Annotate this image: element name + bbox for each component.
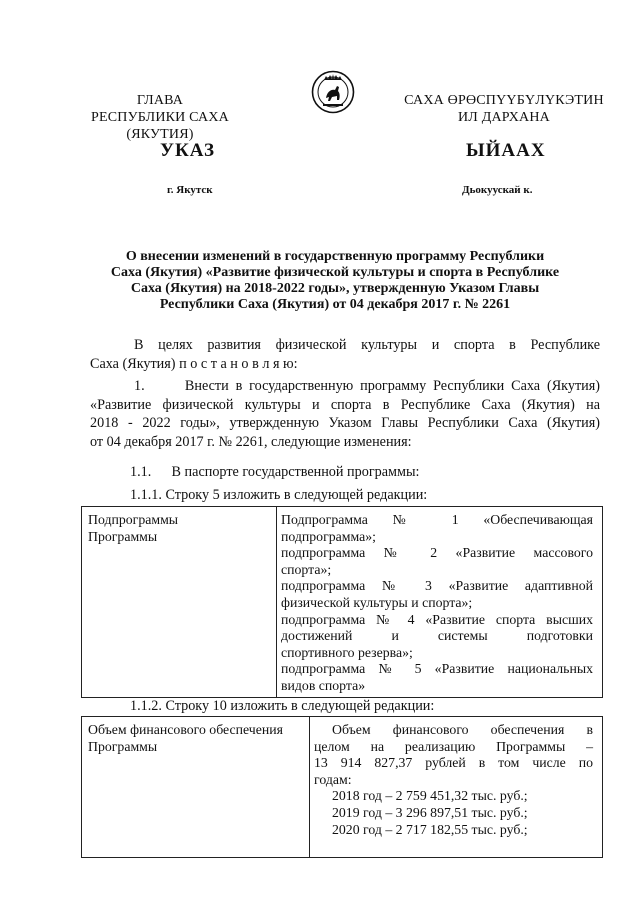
table-subprograms bbox=[81, 506, 603, 698]
subject-line2: Саха (Якутия) «Развитие физической культуры и спорта в Республике bbox=[110, 265, 560, 280]
table2-row: 13 914 827,37 рублей в том числе по bbox=[314, 755, 593, 771]
table1-row: спортивного резерва»; bbox=[281, 644, 413, 660]
clause-1-line2: «Развитие физической культуры и спорта в Республике Саха (Якутия) на bbox=[90, 396, 600, 413]
clause-1-1-text: В паспорте государственной программы: bbox=[171, 464, 420, 480]
header-right-line2: ИЛ ДАРХАНА bbox=[457, 110, 550, 125]
clause-1-1-number: 1.1. bbox=[130, 464, 152, 480]
table1-row: подпрограмма № 3 «Развитие адаптивной bbox=[281, 578, 593, 594]
table-divider bbox=[276, 507, 277, 697]
table1-right-cell bbox=[281, 512, 593, 695]
table1-row: подпрограмма № 4 «Развитие спорта высших bbox=[281, 611, 593, 627]
header-left-block bbox=[60, 92, 260, 143]
table1-row: подпрограмма № 5 «Развитие национальных bbox=[281, 661, 593, 677]
table1-row: подпрограмма»; bbox=[281, 528, 376, 544]
table2-row: годам: bbox=[314, 771, 352, 787]
table-divider bbox=[309, 717, 310, 857]
clause-1-line3: 2018 - 2022 годы», утвержденную Указом Главы Республики Саха (Якутия) bbox=[90, 415, 600, 431]
table1-row: видов спорта» bbox=[281, 677, 366, 693]
table2-left-line2: Программы bbox=[88, 738, 158, 754]
city-left: г. Якутск bbox=[167, 184, 213, 196]
clause-1-1 bbox=[130, 463, 600, 482]
table1-left-line2: Программы bbox=[88, 528, 158, 544]
yakutia-emblem-icon bbox=[311, 70, 355, 119]
decree-title-right: ЫЙААХ bbox=[466, 140, 546, 161]
subject-line4: Республики Саха (Якутия) от 04 декабря 2017 г. № 2261 bbox=[159, 297, 511, 312]
table2-row: 2018 год – 2 759 451,32 тыс. руб.; bbox=[332, 788, 528, 804]
header-right-block bbox=[395, 92, 613, 126]
clause-1 bbox=[90, 377, 600, 451]
table2-row: 2020 год – 2 717 182,55 тыс. руб.; bbox=[332, 821, 528, 837]
decree-title-left: УКАЗ bbox=[160, 140, 215, 161]
header-left-line2: РЕСПУБЛИКИ САХА (ЯКУТИЯ) bbox=[91, 110, 229, 142]
clause-1-first-line bbox=[90, 377, 600, 396]
city-right: Дьокуускай к. bbox=[462, 184, 533, 196]
intro-paragraph bbox=[90, 336, 600, 373]
clause-1-number: 1. bbox=[134, 378, 145, 394]
table1-left-line1: Подпрограммы bbox=[88, 512, 179, 527]
intro-line1: В целях развития физической культуры и спорта в Республике bbox=[134, 337, 600, 353]
table1-row: Подпрограмма № 1 «Обеспечивающая bbox=[281, 512, 593, 527]
table1-row: подпрограмма № 2 «Развитие массового bbox=[281, 545, 593, 561]
table2-right-cell bbox=[314, 722, 593, 838]
clause-1-line1: Внести в государственную программу Республики Саха (Якутия) bbox=[184, 378, 601, 394]
clause-1-line4: от 04 декабря 2017 г. № 2261, следующие изменения: bbox=[90, 433, 412, 450]
table1-left-cell bbox=[88, 512, 268, 545]
table2-row: целом на реализацию Программы – bbox=[314, 738, 593, 754]
subject-line1: О внесении изменений в государственную программу Республики bbox=[125, 249, 545, 264]
table-financing bbox=[81, 716, 603, 858]
clause-1-1-1: 1.1.1. Строку 5 изложить в следующей редакции: bbox=[130, 487, 428, 503]
clause-1-1-2: 1.1.2. Строку 10 изложить в следующей редакции: bbox=[130, 698, 435, 714]
table1-row: физической культуры и спорта»; bbox=[281, 594, 473, 610]
table1-row: спорта»; bbox=[281, 561, 332, 577]
subject-line3: Саха (Якутия) на 2018-2022 годы», утвержденную Указом Главы bbox=[130, 281, 540, 296]
intro-line2: Саха (Якутия) п о с т а н о в л я ю: bbox=[90, 355, 298, 372]
header-left-line1: ГЛАВА bbox=[136, 93, 184, 108]
header-right-line1: САХА ӨРӨСПҮҮБҮЛҮКЭТИН bbox=[404, 93, 604, 108]
decree-subject bbox=[70, 249, 600, 313]
table1-row: достижений и системы подготовки bbox=[281, 628, 593, 644]
table2-row: Объем финансового обеспечения в bbox=[332, 722, 593, 737]
table2-left-line1: Объем финансового обеспечения bbox=[88, 722, 283, 737]
table2-left-cell bbox=[88, 722, 306, 755]
table2-row: 2019 год – 3 296 897,51 тыс. руб.; bbox=[332, 804, 528, 820]
